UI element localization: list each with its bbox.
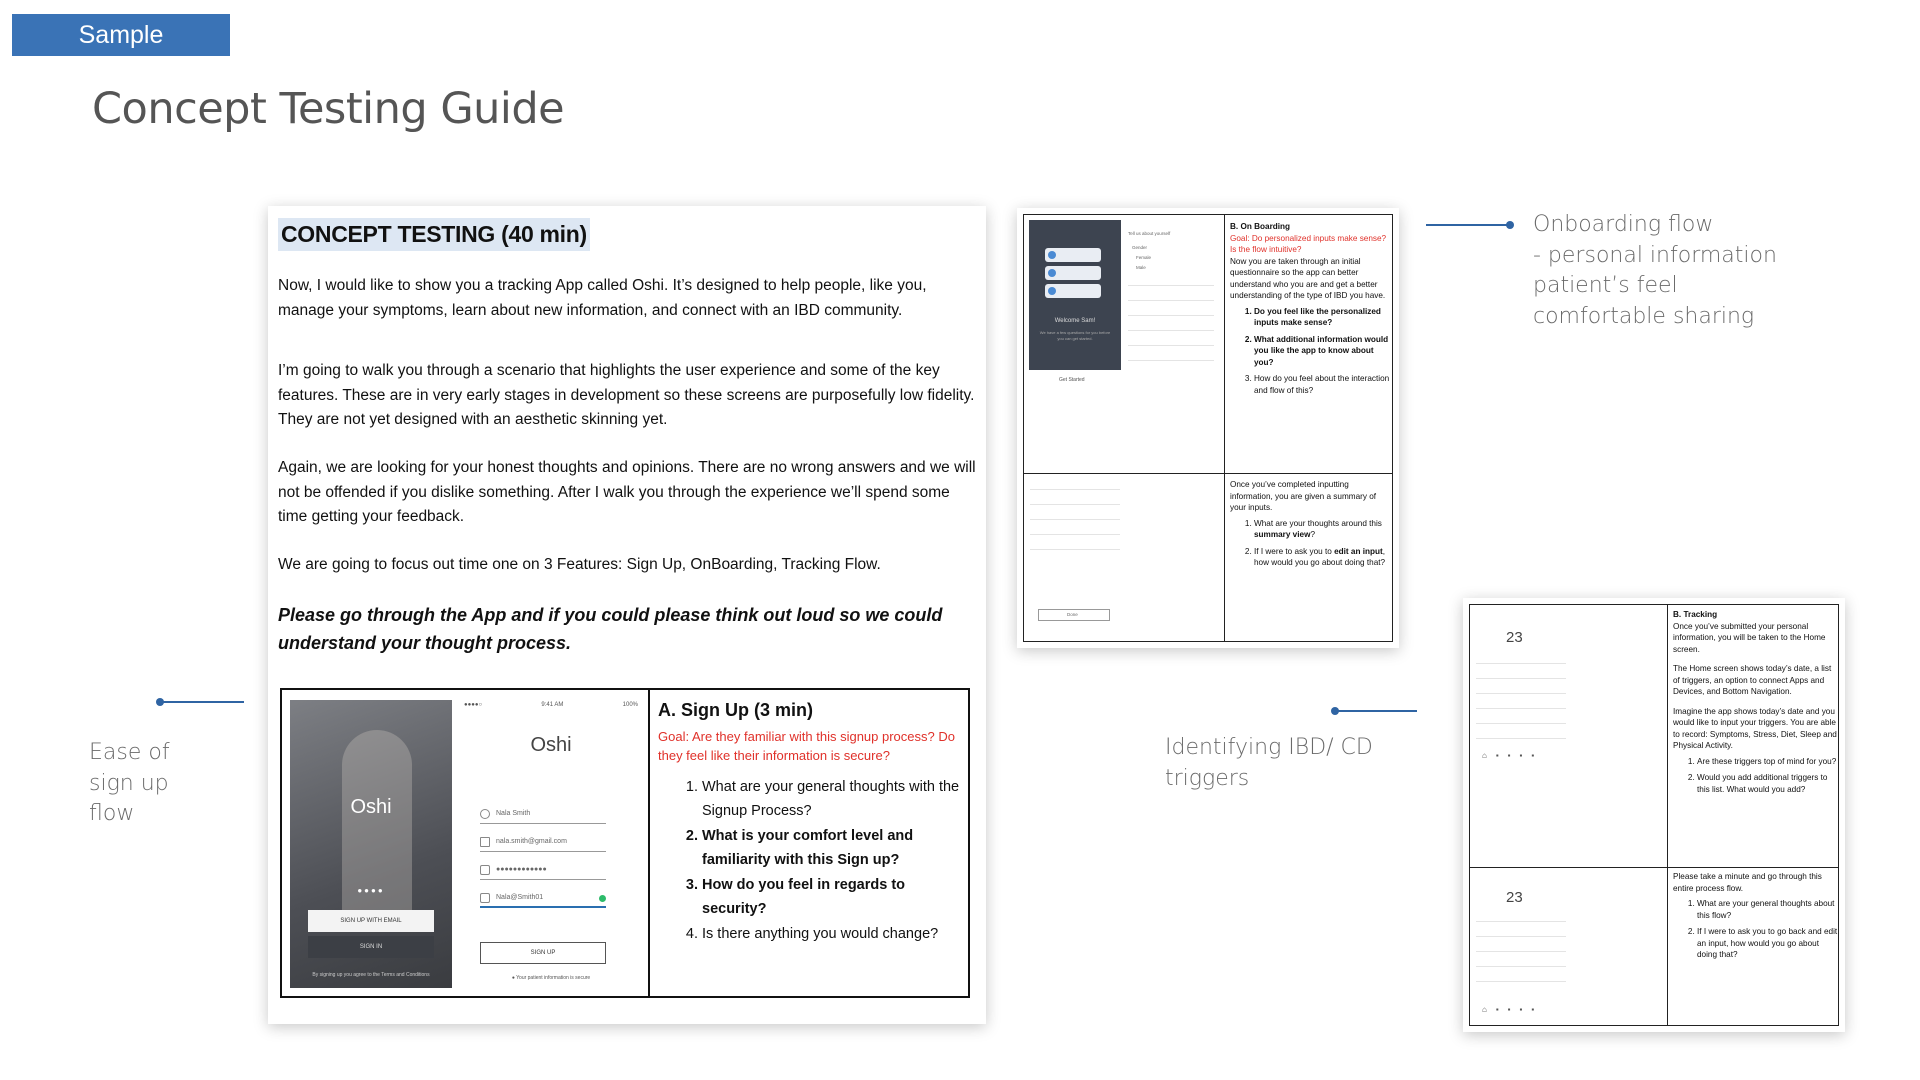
signup-form-mockup [460,700,642,988]
summary-question-emphasis: summary view [1254,530,1311,539]
summary-question [1254,546,1390,569]
onboarding-connector [1426,224,1510,226]
trigger-rows [1476,921,1566,996]
signup-goal: Goal: Are they familiar with this signup process? Do they feel like their information is secure? [658,729,955,763]
status-time: 9:41 AM [541,702,564,708]
feedback-paragraph: Again, we are looking for your honest thoughts and opinions. There are no wrong answers and we will not be offended if you dislike something. After I walk you through the experience we’ll spend some time getting your feedback. [278,459,976,525]
shield-icon: ● [511,975,515,981]
secure-note [460,975,642,981]
signup-email-button[interactable]: SIGN UP WITH EMAIL [308,910,434,932]
summary-rows [1030,489,1120,564]
confirm-password-field[interactable] [480,894,606,908]
form-header: Tell us about yourself [1128,231,1171,236]
welcome-screen-mockup [1029,220,1121,370]
signup-question-list [658,775,960,946]
signal-indicator: ●●●●○ [464,702,483,708]
onboarding-question: 1. Do you feel like the personalized inputs make sense? [1254,306,1390,329]
signup-question: 1. What are your general thoughts with the Signup Process? [702,775,960,823]
onboarding-goal: Goal: Do personalized inputs make sense? Is the flow intuitive? [1230,233,1387,254]
onboarding-section-title: B. On Boarding [1230,222,1291,231]
welcome-card [1045,284,1101,298]
annotation-line: Ease of [89,740,170,765]
trigger-rows [1476,663,1566,753]
annotation-line: patient’s feel [1533,273,1678,298]
tracking-document [1463,598,1845,1032]
tracking-question-list [1673,756,1839,796]
home-screen-mockup [1476,873,1566,1023]
flow-question: 2. If I were to ask you to go back and edit an input, how would you go about doing that? [1697,926,1839,961]
tracking-question: 1. Are these triggers top of mind for you? [1697,756,1839,768]
valid-check-icon [599,895,606,902]
annotation-line: flow [89,801,135,826]
password-field[interactable] [480,866,606,880]
lock-icon [480,865,490,875]
annotation-line: comfortable sharing [1533,303,1755,329]
triggers-annotation [1165,733,1373,794]
signup-section-title: A. Sign Up (3 min) [658,700,813,720]
onboarding-question: 3. How do you feel about the interaction and flow of this? [1254,373,1390,396]
get-started-button[interactable]: Get Started [1059,377,1085,383]
onboarding-table [1023,214,1393,642]
signin-button[interactable]: SIGN IN [308,936,434,958]
app-logo: Oshi [350,796,392,818]
summary-question-text: ? [1310,530,1315,539]
table-divider [1470,867,1838,868]
summary-question-text: What are your thoughts around this [1254,518,1382,528]
form-row: Gender [1132,245,1148,250]
annotation-line: Identifying IBD/ CD [1165,735,1373,760]
onboarding-document [1017,208,1399,648]
app-logo: Oshi [530,734,572,756]
tracking-para: Imagine the app shows today’s date and you would like to input your triggers. You are able to record: Symptoms, Stress, Diet, Sleep and Physical Activity. [1673,706,1837,750]
summary-question [1254,518,1390,541]
onboarding-connector-dot [1506,221,1514,229]
welcome-subtitle: We have a few questions for you before you can get started. [1039,330,1111,341]
tracking-question: 2. Would you add additional triggers to this list. What would you add? [1697,772,1839,795]
signup-connector [160,701,244,703]
summary-question-text: If I were to ask you to [1254,546,1335,556]
tracking-questions [1673,609,1839,800]
signup-questions [650,690,968,996]
email-field[interactable] [480,838,606,852]
today-date: 23 [1506,629,1523,646]
done-button-label: Done [1067,612,1078,617]
onboarding-intro: Now you are taken through an initial questionnaire so the app can better understand who you are and get a better understanding of the type of IBD you have. [1230,256,1386,300]
signup-screens [282,690,650,996]
onboarding-question: 2. What additional information would you like the app to know about you? [1254,334,1390,369]
form-row: Male [1136,265,1146,270]
email-value: nala.smith@gmail.com [496,838,567,845]
signup-question: 3. How do you feel in regards to security? [702,873,960,921]
form-row: Female [1136,255,1152,260]
summary-intro: Once you’ve completed inputting information, you are given a summary of your inputs. [1230,480,1377,512]
features-paragraph: We are going to focus out time one on 3 Features: Sign Up, OnBoarding, Tracking Flow. [278,556,881,573]
flow-intro: Please take a minute and go through this entire process flow. [1673,872,1822,893]
welcome-title: Welcome Sam! [1054,318,1096,324]
signup-submit-button[interactable]: SIGN UP [480,942,606,964]
user-icon [480,809,490,819]
welcome-card [1045,266,1101,280]
home-screen-mockup [1476,613,1566,853]
bottom-navigation[interactable]: ⌂▪▪▪▪ [1482,1005,1544,1014]
onboarding-question-list [1230,306,1390,397]
done-button[interactable] [1038,609,1110,621]
concept-testing-document [268,206,986,1024]
form-rows [1128,285,1214,375]
secure-note-text: Your patient information is secure [516,975,591,981]
scenario-paragraph: I’m going to walk you through a scenario that highlights the user experience and some of the key features. These are in very early stages in development so these screens are purposefully low fidelity. They are not yet designed with an aesthetic skinning yet. [278,362,975,428]
annotation-line: - personal information [1533,242,1777,268]
summary-question-text: , how would you go about doing that? [1254,546,1386,567]
flow-questions [1673,871,1839,966]
splash-screen-mockup [290,700,452,988]
flow-question-list [1673,898,1839,961]
welcome-card [1045,248,1101,262]
summary-question-emphasis: edit an input [1334,546,1383,556]
signup-question: 4. Is there anything you would change? [702,922,960,946]
table-divider [1667,605,1668,1025]
confirm-value: Nala@Smith01 [496,894,544,901]
mail-icon [480,837,490,847]
summary-questions [1230,479,1390,574]
document-heading: CONCEPT TESTING (40 min) [278,218,590,251]
signup-question: 2. What is your comfort level and familiarity with this Sign up? [702,824,960,872]
page-title: Concept Testing Guide [92,84,565,134]
today-date: 23 [1506,889,1523,906]
signup-annotation [89,738,170,830]
status-bar [464,702,638,708]
name-value: Nala Smith [496,810,531,817]
intro-paragraph: Now, I would like to show you a tracking App called Oshi. It’s designed to help people, like you, manage your symptoms, learn about new information, and connect with an IBD community. [278,277,927,319]
lock-icon [480,893,490,903]
hero-image [342,730,412,930]
bottom-navigation[interactable]: ⌂▪▪▪▪ [1482,751,1544,760]
summary-question-list [1230,518,1390,569]
tracking-table [1469,604,1839,1026]
tracking-para: The Home screen shows today’s date, a list of triggers, an option to connect Apps and Devices, and Bottom Navigation. [1673,664,1832,696]
table-divider [1024,473,1392,474]
tracking-section-title: B. Tracking [1673,610,1718,619]
terms-note: By signing up you agree to the Terms and Conditions [312,972,430,978]
flow-question: 1. What are your general thoughts about this flow? [1697,898,1839,921]
annotation-line: sign up [89,770,169,796]
triggers-connector [1335,710,1417,712]
think-aloud-instruction: Please go through the App and if you could please think out loud so we could understand your thought process. [278,605,943,653]
tracking-para: Once you’ve submitted your personal information, you will be taken to the Home screen. [1673,621,1826,654]
status-battery: 100% [622,702,638,708]
annotation-line: triggers [1165,765,1250,791]
table-divider [1224,215,1225,641]
pager-dots: ●●●● [357,886,385,895]
password-value: ●●●●●●●●●●●● [496,866,547,873]
onboarding-questions [1230,221,1390,401]
annotation-line: Onboarding flow [1533,212,1714,237]
signup-section-table [280,688,970,998]
name-field[interactable] [480,810,606,824]
onboarding-annotation [1533,210,1777,332]
sample-badge: Sample [12,14,230,56]
